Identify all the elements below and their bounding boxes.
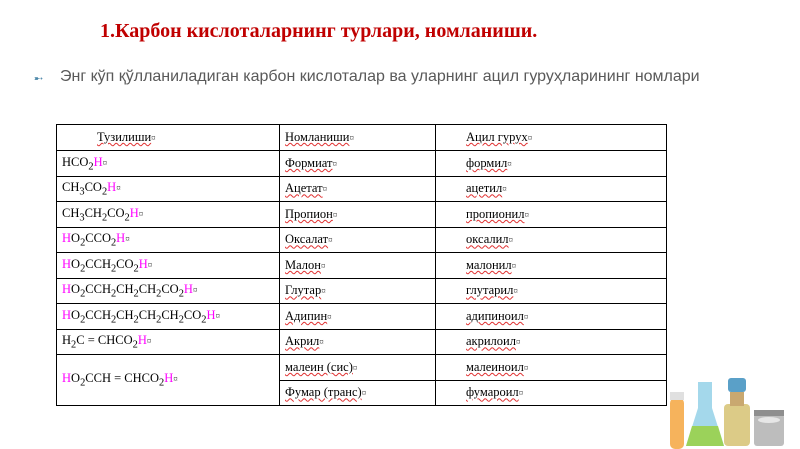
name-cell: Формиат¤: [280, 151, 436, 177]
header-structure: Тузилиши¤: [57, 125, 280, 151]
name-cell: Пропион¤: [280, 202, 436, 228]
name-cell: Акрил¤: [280, 329, 436, 355]
table-row: [57, 151, 667, 177]
formula-cell: $CH_3CH_2CO_2H¤$: [57, 202, 280, 228]
bullet-paragraph: [34, 66, 754, 88]
formula-cell: $H_2C$ = $CHCO_2H¤$: [57, 329, 280, 355]
acyl-cell: ацетил¤: [436, 176, 667, 202]
name-cell: Малон¤: [280, 253, 436, 279]
acyl-cell: оксалил¤: [436, 227, 667, 253]
slide-title: 1.Карбон кислоталарнинг турлари, номланиши.: [100, 20, 538, 42]
acids-table: [56, 124, 667, 406]
acyl-cell: формил¤: [436, 151, 667, 177]
acyl-cell: малеиноил¤: [436, 355, 667, 381]
acyl-cell: глутарил¤: [436, 278, 667, 304]
table-row: [57, 176, 667, 202]
name-cell: Фумар (транс)¤: [280, 380, 436, 406]
table-row: [57, 355, 667, 381]
table-row: [57, 227, 667, 253]
bullet-arrow-icon: ➸: [34, 73, 44, 85]
bullet-text: Энг кўп қўлланиладиган карбон кислоталар ва уларнинг ацил гуруҳларининг номлари: [60, 68, 700, 85]
table-row: [57, 202, 667, 228]
acyl-cell: фумароил¤: [436, 380, 667, 406]
header-naming: Номланиши¤: [280, 125, 436, 151]
header-acyl: Ацил гурух¤: [436, 125, 667, 151]
name-cell: Ацетат¤: [280, 176, 436, 202]
table-row: [57, 253, 667, 279]
formula-cell: $CH_3CO_2H¤$: [57, 176, 280, 202]
formula-cell: $HO_2CCH$ = $CHCO_2H¤$: [57, 355, 280, 406]
lab-flasks-decoration: [660, 368, 800, 449]
formula-cell: $HO_2CCH_2CH_2CH_2CH_2CO_2H¤$: [57, 304, 280, 330]
name-cell: Адипин¤: [280, 304, 436, 330]
name-cell: Глутар¤: [280, 278, 436, 304]
table-row: [57, 304, 667, 330]
acyl-cell: адипиноил¤: [436, 304, 667, 330]
formula-cell: $HO_2CCH_2CO_2H¤$: [57, 253, 280, 279]
acyl-cell: акрилоил¤: [436, 329, 667, 355]
acyl-cell: пропионил¤: [436, 202, 667, 228]
formula-cell: $HO_2CCO_2H¤$: [57, 227, 280, 253]
table-row: [57, 278, 667, 304]
name-cell: Оксалат¤: [280, 227, 436, 253]
table-row: [57, 329, 667, 355]
formula-cell: $HCO_2H¤$: [57, 151, 280, 177]
name-cell: малеин (сис)¤: [280, 355, 436, 381]
acyl-cell: малонил¤: [436, 253, 667, 279]
table-header-row: [57, 125, 667, 151]
formula-cell: $HO_2CCH_2CH_2CH_2CO_2H¤$: [57, 278, 280, 304]
